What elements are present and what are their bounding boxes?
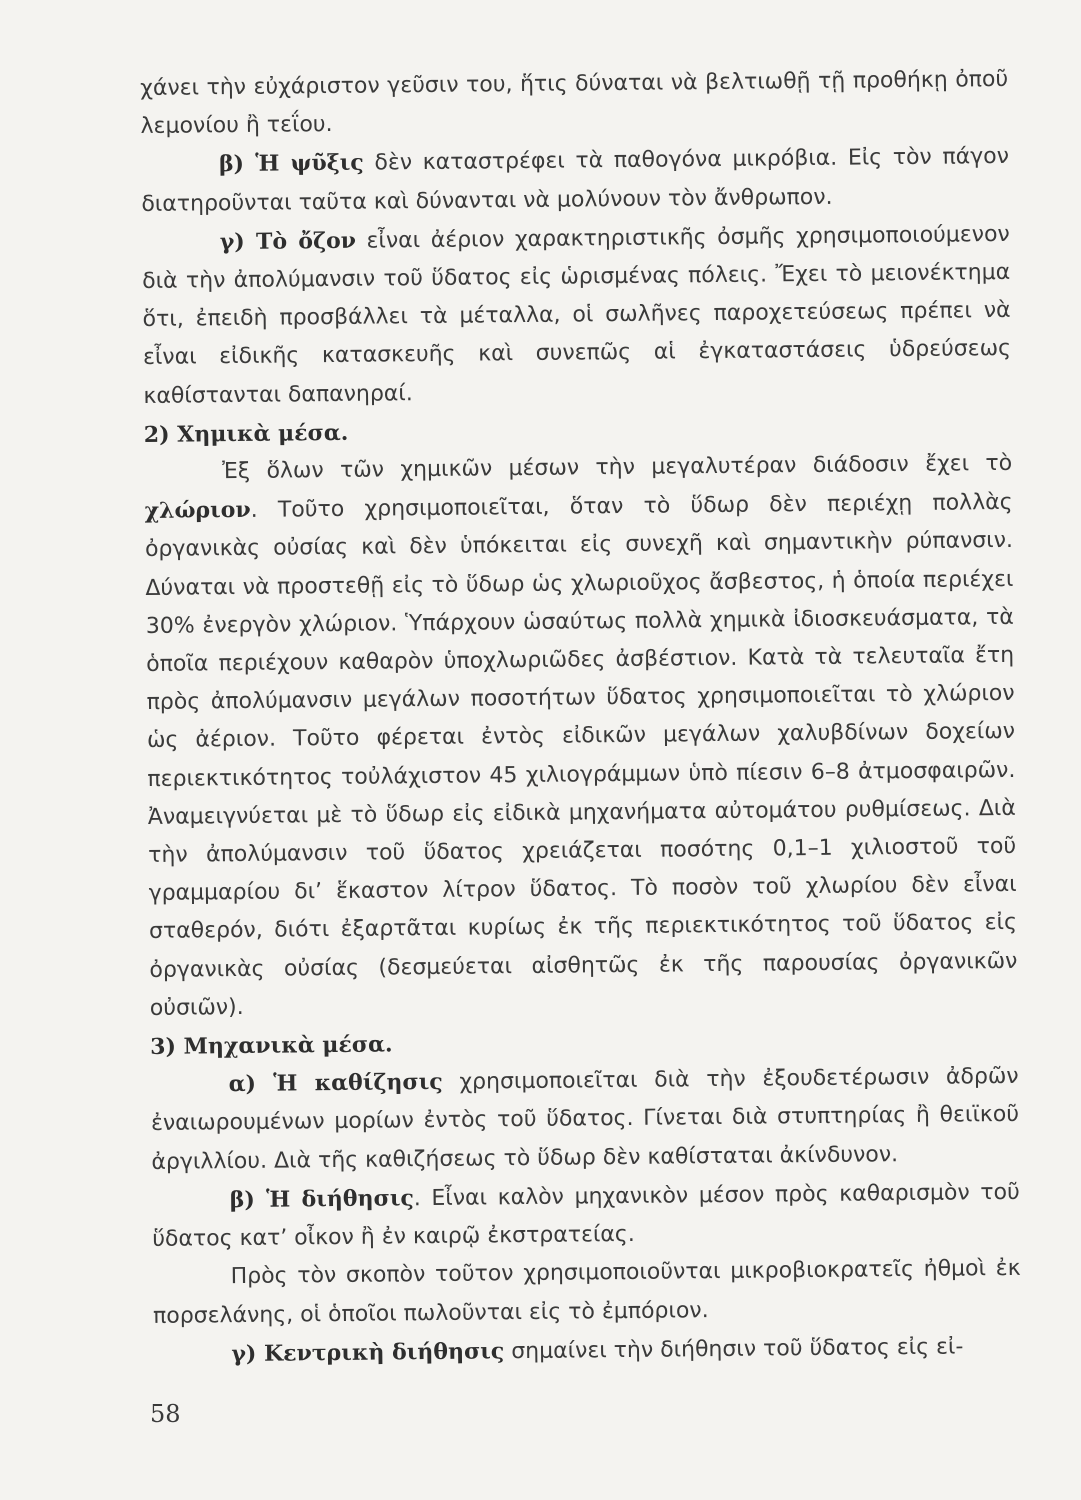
item-label: α) Ἡ καθίζησις <box>228 1069 443 1098</box>
item-text: . Εἶναι καλὸν μηχανικὸν μέσον πρὸς καθαρισμὸν τοῦ ὕδατος κατ’ οἶκον ἢ ἐν καιρῷ ἐκστρατείας. <box>152 1179 1020 1253</box>
body-text <box>140 61 1022 1375</box>
paragraph-item-beta-filtration <box>152 1173 1021 1259</box>
item-label: γ) Τὸ ὄζον <box>219 227 357 255</box>
paragraph-chlorine: Ἐξ ὅλων τῶν χημικῶν μέσων τὴν μεγαλυτέραν διάδοσιν ἔχει τὸ χλώριον. Τοῦτο χρησιμοποιεῖται, ὅταν τὸ ὕδωρ δὲν περιέχῃ πολλὰς ὀργανικὰς οὐσίας καὶ δὲν ὑπόκειται εἰς συνεχῆ καὶ σημαντικὴν ρύπανσιν. Δύναται νὰ προστεθῇ εἰς τὸ ὕδωρ ὡς χλωριοῦχος ἄσβεστος, ἡ ὁποία περιέχει 30% ἐνεργὸν χλώριον. Ὑπάρχουν ὡσαύτως πολλὰ χημικὰ ἰδιοσκευάσματα, τὰ ὁποῖα περιέχουν καθαρὸν ὑποχλωριῶδες ἀσβέστιον. Κατὰ τὰ τελευταῖα ἔτη πρὸς ἀπολύμανσιν μεγάλων ποσοτήτων ὕδατος χρησιμοποιεῖται τὸ χλώριον ὡς ἀέριον. Τοῦτο φέρεται ἐντὸς εἰδικῶν μεγάλων χαλυβδίνων δοχείων περιεκτικότητος τοὐλάχιστον 45 χιλιογράμμων ὑπὸ πίεσιν 6–8 ἀτμοσφαιρῶν. Ἀναμειγνύεται μὲ τὸ ὕδωρ εἰς εἰδικὰ μηχανήματα αὐτομάτου ρυθμίσεως. Διὰ τὴν ἀπολύμανσιν τοῦ ὕδατος χρειάζεται ποσότης 0,1–1 χιλιοστοῦ τοῦ γραμμαρίου δι’ ἕκαστον λίτρον ὕδατος. Τὸ ποσὸν τοῦ χλωρίου δὲν εἶναι σταθερόν, διότι ἐξαρτᾶται κυρίως ἐκ τῆς περιεκτικότητος τοῦ ὕδατος εἰς ὀργανικὰς οὐσίας (δεσμεύεται αἰσθητῶς ἐκ τῆς παρουσίας ὀργανικῶν οὐσιῶν). <box>144 450 1018 1021</box>
paragraph-item-beta-cold <box>141 137 1010 223</box>
paragraph-continuation: χάνει τὴν εὐχάριστον γεῦσιν του, ἥτις δύναται νὰ βελτιωθῇ τῇ προθήκῃ ὀποῦ λεμονίου ἢ τεΐου. <box>140 66 1009 140</box>
item-text: χρησιμοποιεῖται διὰ τὴν ἐξουδετέρωσιν ἀδρῶν ἐναιωρουμένων μορίων ἐντὸς τοῦ ὕδατος. Γίνεται διὰ στυπτηρίας ἢ θειϊκοῦ ἀργιλλίου. Διὰ τῆς καθιζήσεως τὸ ὕδωρ δὲν καθίσταται ἀκίνδυνον. <box>150 1064 1020 1175</box>
page-number: 58 <box>150 1400 181 1428</box>
item-text: σημαίνει τὴν διήθησιν τοῦ ὕδατος εἰς εἰ- <box>504 1334 964 1364</box>
paragraph-filters: Πρὸς τὸν σκοπὸν τοῦτον χρησιμοποιοῦνται μικροβιοκρατεῖς ἠθμοὶ ἐκ πορσελάνης, οἱ ὁποῖοι πωλοῦνται εἰς τὸ ἐμπόριον. <box>152 1256 1021 1329</box>
paragraph-item-gamma-central-filtration <box>153 1327 1021 1375</box>
item-label: β) Ἡ διήθησις <box>229 1185 414 1214</box>
item-label: β) Ἡ ψῦξις <box>218 150 364 178</box>
term-chlorine: χλώριον <box>144 497 251 525</box>
item-label: γ) Κεντρικὴ διήθησις <box>231 1337 505 1367</box>
section-heading-mechanical: 3) Μηχανικὰ μέσα. <box>150 1031 393 1061</box>
paragraph-item-gamma-ozone <box>142 215 1012 416</box>
item-text: δὲν καταστρέφει τὰ παθογόνα μικρόβια. Εἰς τὸν πάγον διατηροῦνται ταῦτα καὶ δύνανται νὰ μολύνουν τὸν ἄνθρωπον. <box>141 144 1010 217</box>
paragraph-item-alpha-sedimentation <box>150 1057 1019 1182</box>
item-text: εἶναι ἀέριον χαρακτηριστικῆς ὀσμῆς χρησιμοποιούμενον διὰ τὴν ἀπολύμανσιν τοῦ ὕδατος εἰς ὡρισμένας πόλεις. Ἔχει τὸ μειονέκτημα ὅτι, ἐπειδὴ προσβάλλει τὰ μέταλλα, οἱ σωλῆνες παροχετεύσεως πρέπει νὰ εἶναι εἰδικῆς κατασκευῆς καὶ συνεπῶς αἱ ἐγκαταστάσεις ὑδρεύσεως καθίστανται δαπανηραί. <box>142 221 1012 409</box>
section-heading-chemical: 2) Χημικὰ μέσα. <box>143 419 349 448</box>
